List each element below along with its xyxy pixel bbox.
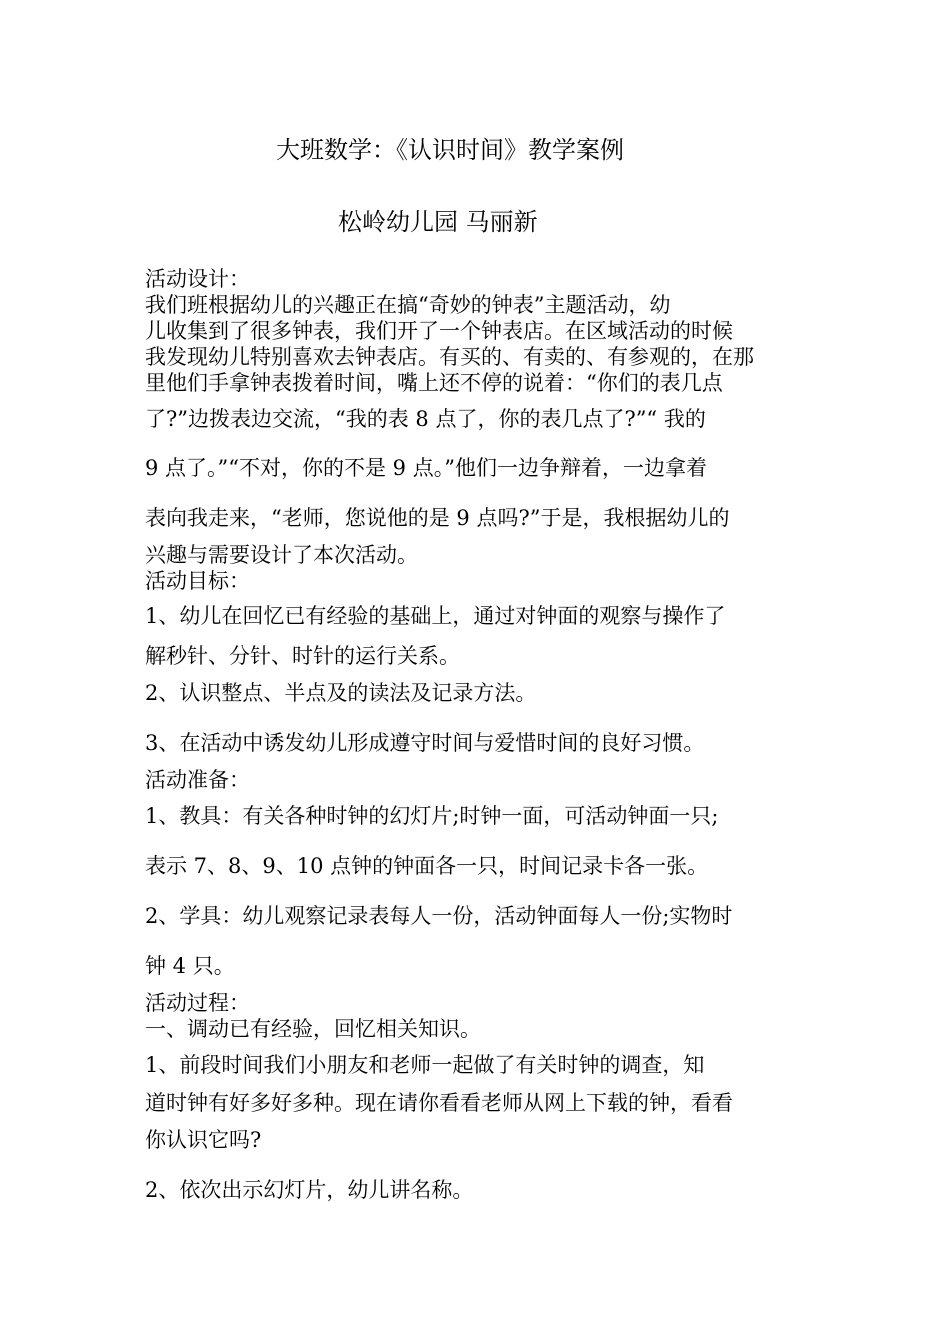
body-line: 1、教具：有关各种时钟的幻灯片;时钟一面，可活动钟面一只; [145, 804, 719, 828]
document-author: 松岭幼儿园 马丽新 [338, 208, 538, 236]
body-line: 解秒针、分针、时针的运行关系。 [145, 644, 460, 668]
body-line: 一、调动已有经验，回忆相关知识。 [145, 1017, 481, 1041]
section-heading-goals: 活动目标： [145, 569, 250, 593]
body-line: 1、幼儿在回忆已有经验的基础上，通过对钟面的观察与操作了 [145, 604, 726, 628]
body-line: 你认识它吗? [145, 1128, 262, 1152]
body-line: 儿收集到了很多钟表，我们开了一个钟表店。在区域活动的时候 [145, 319, 733, 343]
body-line: 兴趣与需要设计了本次活动。 [145, 543, 418, 567]
section-heading-process: 活动过程： [145, 991, 250, 1015]
document-title: 大班数学：《认识时间》教学案例 [276, 136, 624, 164]
body-line: 3、在活动中诱发幼儿形成遵守时间与爱惜时间的良好习惯。 [145, 731, 705, 755]
body-line: 里他们手拿钟表拨着时间，嘴上还不停的说着：“你们的表几点 [145, 371, 723, 395]
body-line: 9 点了。”“不对，你的不是 9 点。”他们一边争辩着，一边拿着 [145, 456, 707, 480]
body-line: 2、学具：幼儿观察记录表每人一份，活动钟面每人一份;实物时 [145, 904, 733, 928]
body-line: 我发现幼儿特别喜欢去钟表店。有买的、有卖的、有参观的，在那 [145, 345, 754, 369]
body-line: 表向我走来，“老师，您说他的是 9 点吗?”于是，我根据幼儿的 [145, 506, 730, 530]
body-line: 道时钟有好多好多种。现在请你看看老师从网上下载的钟，看看 [145, 1091, 733, 1115]
body-line: 表示 7、8、9、10 点钟的钟面各一只，时间记录卡各一张。 [145, 854, 709, 878]
body-line: 钟 4 只。 [145, 954, 235, 978]
section-heading-design: 活动设计： [145, 267, 250, 291]
body-line: 了?”边拨表边交流，“我的表 8 点了，你的表几点了?”“ 我的 [145, 407, 706, 431]
section-heading-preparation: 活动准备： [145, 768, 250, 792]
body-line: 2、认识整点、半点及的读法及记录方法。 [145, 681, 537, 705]
body-line: 1、前段时间我们小朋友和老师一起做了有关时钟的调查，知 [145, 1053, 705, 1077]
body-line: 我们班根据幼儿的兴趣正在搞“奇妙的钟表”主题活动，幼 [145, 293, 671, 317]
body-line: 2、依次出示幻灯片，幼儿讲名称。 [145, 1178, 474, 1202]
